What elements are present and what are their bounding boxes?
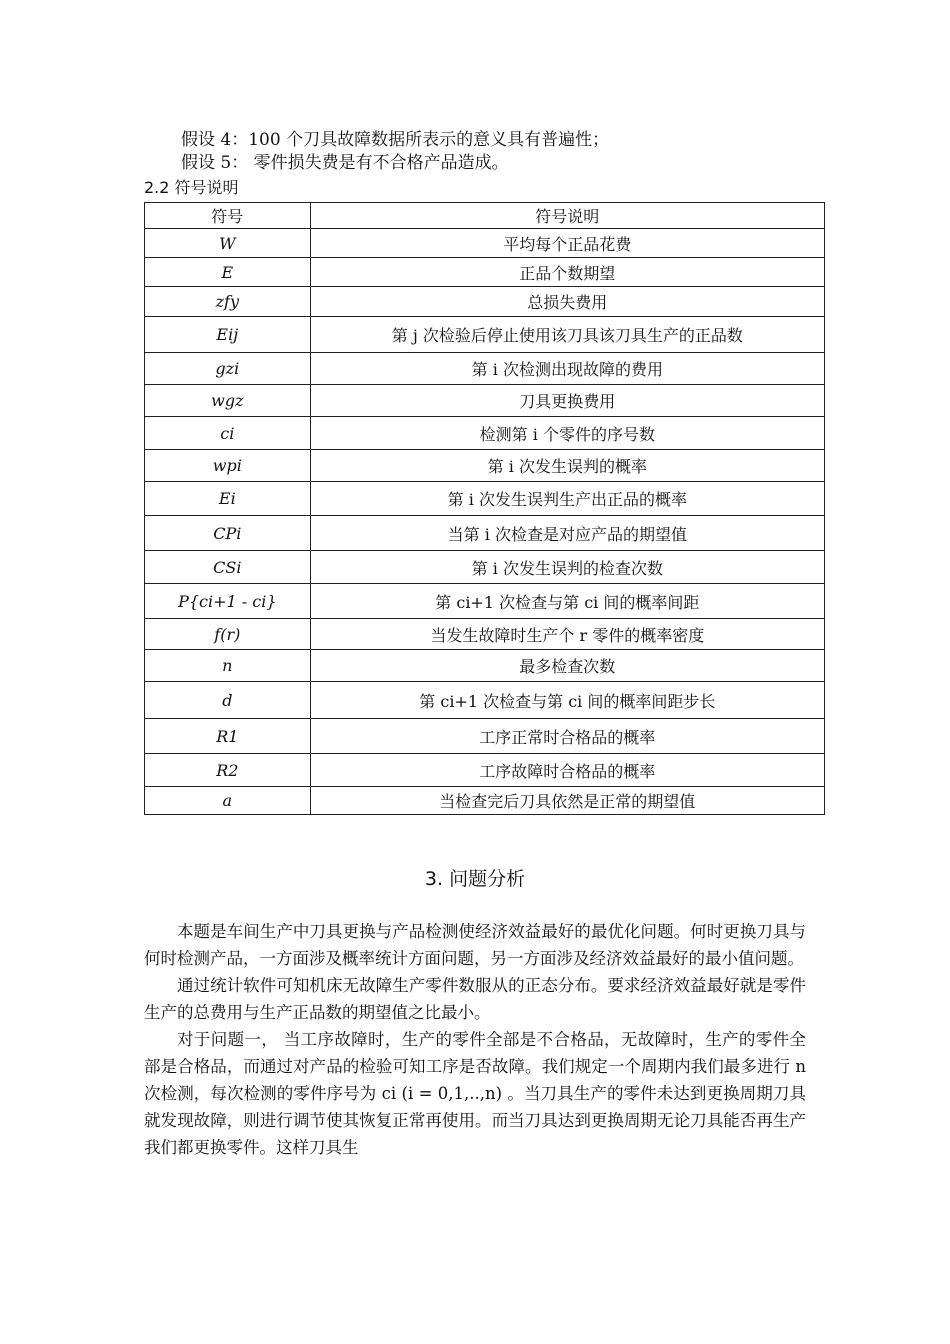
table-row [145,229,825,258]
table-row [145,619,825,650]
table-row [145,287,825,317]
description-cell: 当发生故障时生产个 r 零件的概率密度 [310,619,824,650]
table-header-row [145,203,825,229]
table-row [145,754,825,787]
description-cell: 检测第 i 个零件的序号数 [310,417,824,450]
analysis-text [144,918,806,1161]
description-cell: 第 j 次检验后停止使用该刀具该刀具生产的正品数 [310,317,824,353]
symbol-cell: n [145,650,311,682]
description-cell: 第 i 次发生误判的检查次数 [310,551,824,584]
assumption-5: 假设 5： 零件损失费是有不合格产品造成。 [181,153,509,173]
paragraph-1: 本题是车间生产中刀具更换与产品检测使经济效益最好的最优化问题。何时更换刀具与何时检测产品，一方面涉及概率统计方面问题，另一方面涉及经济效益最好的最小值问题。 [144,922,806,968]
symbol-cell: CPi [145,516,311,551]
symbol-cell: zfy [145,287,311,317]
assumption-4: 假设 4：100 个刀具故障数据所表示的意义具有普遍性； [181,130,610,150]
table-row [145,719,825,754]
description-cell: 工序正常时合格品的概率 [310,719,824,754]
table-row [145,450,825,482]
table-row [145,258,825,287]
header-desc: 符号说明 [310,203,824,229]
symbol-cell: W [145,229,311,258]
table-row [145,317,825,353]
table-row [145,516,825,551]
table-row [145,551,825,584]
paragraph-2: 通过统计软件可知机床无故障生产零件数服从的正态分布。要求经济效益最好就是零件生产的总费用与生产正品数的期望值之比最小。 [144,976,806,1022]
description-cell: 正品个数期望 [310,258,824,287]
symbol-cell: CSi [145,551,311,584]
description-cell: 刀具更换费用 [310,385,824,417]
symbol-cell: R2 [145,754,311,787]
symbol-cell: gzi [145,353,311,385]
description-cell: 第 ci+1 次检查与第 ci 间的概率间距步长 [310,682,824,719]
table-row [145,650,825,682]
table-row [145,584,825,619]
table-row [145,682,825,719]
table-row [145,787,825,815]
symbol-cell: a [145,787,311,815]
description-cell: 当检查完后刀具依然是正常的期望值 [310,787,824,815]
section-heading-2-2: 2.2 符号说明 [144,178,239,197]
symbol-table [144,202,825,815]
table-row [145,417,825,450]
symbol-cell: Ei [145,482,311,516]
table-row [145,482,825,516]
table-row [145,353,825,385]
description-cell: 最多检查次数 [310,650,824,682]
symbol-cell: f(r) [145,619,311,650]
symbol-cell: d [145,682,311,719]
description-cell: 总损失费用 [310,287,824,317]
symbol-cell: ci [145,417,311,450]
paragraph-3: 对于问题一， 当工序故障时，生产的零件全部是不合格品，无故障时，生产的零件全部是合格品，而通过对产品的检验可知工序是否故障。我们规定一个周期内我们最多进行 n 次检测，每次检测的零件序号为 ci (i = 0,1,..,n) 。当刀具生产的零件未达到更换周期刀具就发现故障，则进行调节使其恢复正常再使用。而当刀具达到更换周期无论刀具能否再生产我们都更换零件。这样刀具生 [144,1030,806,1157]
symbol-cell: wpi [145,450,311,482]
description-cell: 第 i 次发生误判的概率 [310,450,824,482]
symbol-cell: Eij [145,317,311,353]
description-cell: 第 i 次检测出现故障的费用 [310,353,824,385]
description-cell: 第 ci+1 次检查与第 ci 间的概率间距 [310,584,824,619]
symbol-cell: E [145,258,311,287]
description-cell: 第 i 次发生误判生产出正品的概率 [310,482,824,516]
section-heading-3: 3. 问题分析 [424,868,526,890]
symbol-cell: wgz [145,385,311,417]
description-cell: 工序故障时合格品的概率 [310,754,824,787]
description-cell: 平均每个正品花费 [310,229,824,258]
table-row [145,385,825,417]
symbol-cell: R1 [145,719,311,754]
header-symbol: 符号 [145,203,311,229]
description-cell: 当第 i 次检查是对应产品的期望值 [310,516,824,551]
symbol-cell: P{ci+1 - ci} [145,584,311,619]
